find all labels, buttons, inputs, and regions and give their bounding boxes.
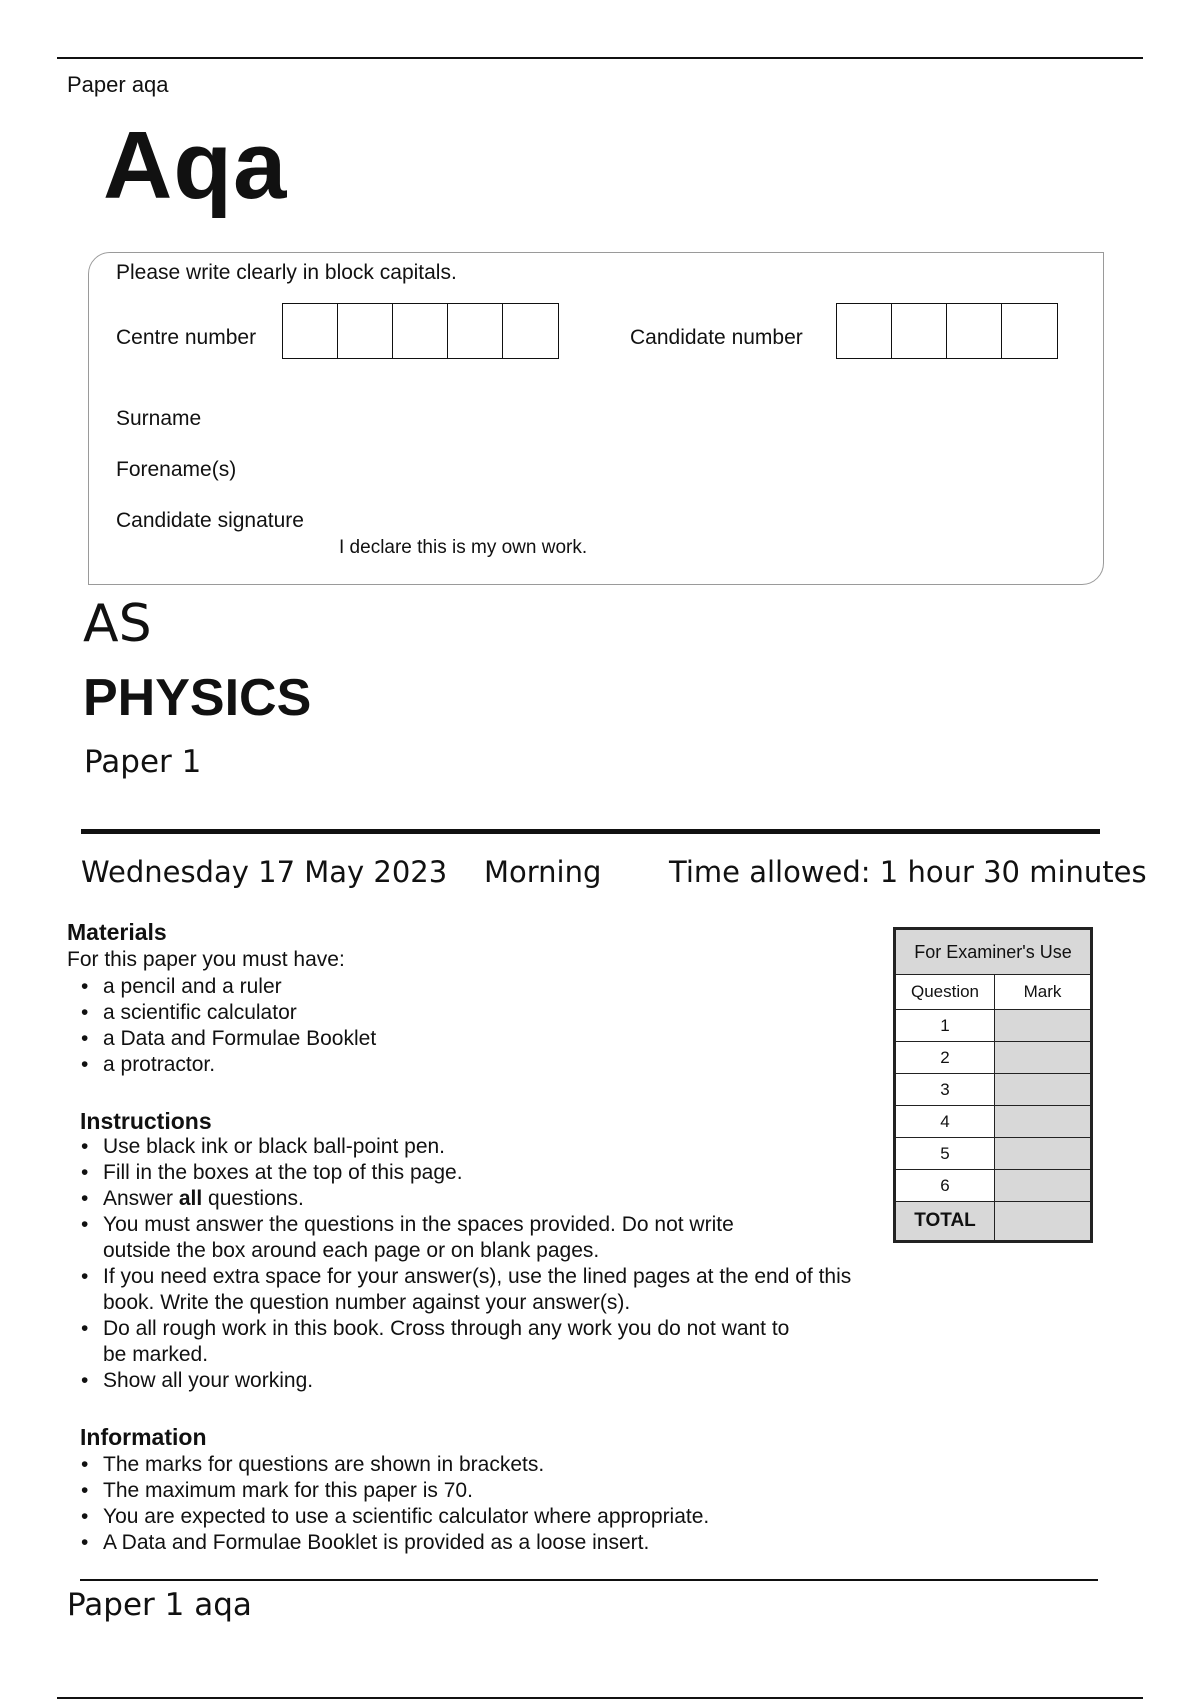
materials-title: Materials (67, 919, 167, 945)
table-row (896, 1138, 1091, 1170)
aqa-logo: Aqa (103, 112, 288, 219)
table-row (896, 1010, 1091, 1042)
list-item: • a protractor. (80, 1052, 780, 1078)
list-item: • a scientific calculator (80, 1000, 780, 1026)
mark-cell (995, 1106, 1091, 1138)
list-item: • You must answer the questions in the spaces provided. Do not write outside the box around each page or on blank pages. (80, 1212, 763, 1264)
signature-label: Candidate signature (116, 509, 304, 532)
table-row (896, 1170, 1091, 1202)
list-item: • Show all your working. (80, 1368, 870, 1394)
centre-number-digit[interactable] (448, 304, 503, 358)
list-item: • A Data and Formulae Booklet is provided as a loose insert. (80, 1530, 870, 1556)
examiner-title: For Examiner's Use (896, 930, 1091, 975)
candidate-number-digit[interactable] (947, 304, 1002, 358)
question-number: 5 (896, 1138, 995, 1170)
total-mark-cell (995, 1202, 1091, 1241)
mark-cell (995, 1042, 1091, 1074)
list-item: • Fill in the boxes at the top of this page. (80, 1160, 870, 1186)
candidate-number-boxes[interactable] (836, 303, 1058, 359)
question-number: 1 (896, 1010, 995, 1042)
centre-number-boxes[interactable] (282, 303, 559, 359)
time-allowed: Time allowed: 1 hour 30 minutes (669, 855, 1147, 889)
list-item: • Do all rough work in this book. Cross through any work you do not want to be marked. (80, 1316, 803, 1368)
instructions-list (80, 1134, 870, 1394)
instructions-title: Instructions (80, 1108, 212, 1134)
mark-cell (995, 1138, 1091, 1170)
forename-label: Forename(s) (116, 458, 237, 481)
centre-number-digit[interactable] (393, 304, 448, 358)
question-number: 2 (896, 1042, 995, 1074)
examiner-use-table (893, 927, 1093, 1243)
centre-number-label: Centre number (116, 326, 257, 349)
list-item: • You are expected to use a scientific calculator where appropriate. (80, 1504, 870, 1530)
exam-session: Morning (484, 855, 602, 889)
declaration-text: I declare this is my own work. (339, 537, 588, 558)
candidate-details-panel (88, 252, 1104, 585)
exam-level: AS (83, 594, 152, 654)
list-item: • Answer all questions. (80, 1186, 870, 1212)
list-item: • If you need extra space for your answer(s), use the lined pages at the end of this book. Write the question number against your answer(s). (80, 1264, 870, 1316)
mark-cell (995, 1074, 1091, 1106)
list-item: • a Data and Formulae Booklet (80, 1026, 780, 1052)
exam-paper: Paper 1 (84, 744, 202, 780)
exam-date: Wednesday 17 May 2023 (81, 855, 448, 889)
surname-label: Surname (116, 407, 202, 430)
page-header: Paper aqa (67, 72, 169, 97)
candidate-number-digit[interactable] (892, 304, 947, 358)
table-row (896, 1106, 1091, 1138)
mark-cell (995, 1010, 1091, 1042)
table-row (896, 1042, 1091, 1074)
emphasis-all: all (178, 1187, 203, 1210)
candidate-number-label: Candidate number (630, 326, 803, 349)
table-row (896, 1202, 1091, 1241)
materials-intro: For this paper you must have: (67, 948, 345, 971)
materials-list (80, 974, 780, 1078)
centre-number-digit[interactable] (283, 304, 338, 358)
candidate-number-digit[interactable] (837, 304, 892, 358)
question-header: Question (896, 975, 995, 1010)
centre-number-digit[interactable] (503, 304, 558, 358)
candidate-number-digit[interactable] (1002, 304, 1057, 358)
mark-cell (995, 1170, 1091, 1202)
page-footer: Paper 1 aqa (67, 1587, 252, 1623)
list-item: • The maximum mark for this paper is 70. (80, 1478, 870, 1504)
list-item: • Use black ink or black ball-point pen. (80, 1134, 870, 1160)
mark-header: Mark (995, 975, 1091, 1010)
question-number: 6 (896, 1170, 995, 1202)
list-item: • a pencil and a ruler (80, 974, 780, 1000)
list-item: • The marks for questions are shown in brackets. (80, 1452, 870, 1478)
information-title: Information (80, 1424, 207, 1450)
exam-subject: PHYSICS (83, 669, 312, 727)
block-capitals-prompt: Please write clearly in block capitals. (116, 261, 457, 284)
question-number: 3 (896, 1074, 995, 1106)
top-rule (57, 57, 1143, 59)
question-number: 4 (896, 1106, 995, 1138)
total-label: TOTAL (896, 1202, 995, 1241)
table-row (896, 1074, 1091, 1106)
title-rule (81, 829, 1100, 834)
bottom-rule (57, 1697, 1143, 1699)
centre-number-digit[interactable] (338, 304, 393, 358)
information-list (80, 1452, 870, 1556)
footer-rule (80, 1579, 1098, 1581)
